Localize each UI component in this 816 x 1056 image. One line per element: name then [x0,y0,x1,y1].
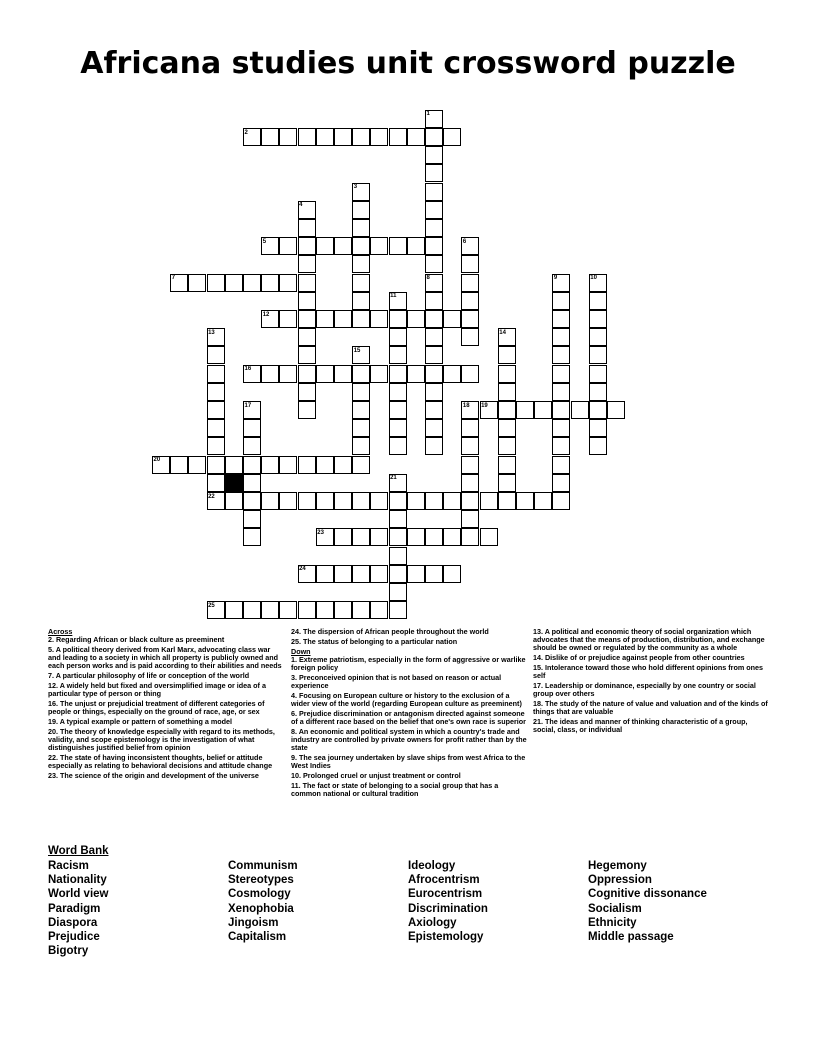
grid-cell[interactable] [225,492,243,510]
clue-number: 9 [553,275,558,282]
grid-cell[interactable] [207,437,225,455]
grid-cell[interactable] [425,419,443,437]
word-bank-item: Capitalism [228,931,287,944]
grid-cell[interactable] [370,128,388,146]
grid-cell[interactable] [261,365,279,383]
grid-cell[interactable] [461,255,479,273]
grid-cell[interactable] [407,310,425,328]
grid-cell[interactable] [352,201,370,219]
grid-cell[interactable] [461,274,479,292]
grid-cell[interactable] [498,474,516,492]
grid-cell[interactable] [461,310,479,328]
grid-cell[interactable] [389,346,407,364]
grid-cell[interactable] [334,601,352,619]
clue-number: 8 [426,275,430,282]
grid-cell[interactable] [534,492,552,510]
grid-cell[interactable] [243,492,261,510]
word-bank-item: Paradigm [48,902,101,915]
grid-cell[interactable] [188,274,206,292]
grid-cell[interactable] [389,528,407,546]
clue-text: 12. A widely held but fixed and oversimplified image or idea of a particular type of person or thing [48,681,266,698]
grid-cell[interactable] [225,601,243,619]
grid-cell[interactable] [552,365,570,383]
clue-number: 19 [481,402,488,409]
grid-cell[interactable] [334,128,352,146]
clue-text: 7. A particular philosophy of life or conception of the world [48,671,250,680]
grid-cell[interactable] [552,328,570,346]
grid-cell[interactable] [279,128,297,146]
grid-cell[interactable] [225,456,243,474]
grid-cell[interactable] [298,292,316,310]
grid-cell[interactable] [298,492,316,510]
grid-cell[interactable] [516,401,534,419]
word-bank-item: Axiology [408,916,457,929]
grid-cell[interactable] [589,292,607,310]
grid-cell[interactable] [334,237,352,255]
clue-text: 19. A typical example or pattern of something a model [48,717,232,726]
clue-text: 24. The dispersion of African people throughout the world [291,627,489,636]
grid-cell[interactable] [389,383,407,401]
grid-cell[interactable] [443,310,461,328]
grid-cell[interactable] [298,365,316,383]
clue-number: 3 [353,184,358,191]
grid-cell[interactable] [498,365,516,383]
word-bank-item: Xenophobia [228,902,294,915]
grid-cell[interactable] [316,456,334,474]
clues-column-2 [291,628,527,800]
grid-cell[interactable] [407,128,425,146]
grid-cell[interactable] [298,383,316,401]
grid-cell[interactable] [480,492,498,510]
grid-cell[interactable] [443,565,461,583]
grid-cell[interactable] [425,310,443,328]
grid-cell[interactable] [370,601,388,619]
grid-cell[interactable] [352,383,370,401]
grid-cell[interactable] [607,401,625,419]
clue-text: 15. Intolerance toward those who hold different opinions from ones self [533,663,764,680]
grid-cell[interactable] [298,401,316,419]
across-clue-list-continued [291,628,527,646]
grid-cell[interactable] [352,237,370,255]
clue-number: 18 [462,402,470,409]
grid-cell[interactable] [316,565,334,583]
grid-cell[interactable] [298,346,316,364]
grid-cell[interactable] [370,565,388,583]
grid-cell[interactable] [279,492,297,510]
grid-cell[interactable] [425,565,443,583]
clues-column-1 [48,628,284,782]
grid-cell[interactable] [498,419,516,437]
grid-cell[interactable] [352,292,370,310]
grid-cell[interactable] [316,601,334,619]
grid-cell[interactable] [389,492,407,510]
grid-cell[interactable] [261,492,279,510]
grid-cell[interactable] [571,401,589,419]
grid-cell[interactable] [425,164,443,182]
grid-cell[interactable] [261,456,279,474]
grid-cell[interactable] [425,128,443,146]
clue-number: 21 [390,475,397,482]
grid-cell[interactable] [552,346,570,364]
grid-cell[interactable] [552,437,570,455]
grid-cell[interactable] [389,365,407,383]
grid-cell[interactable] [370,365,388,383]
clue-text: 22. The state of having inconsistent thoughts, belief or attitude especially as relating to behavioral decisions and attitude change [48,753,273,770]
grid-cell[interactable] [316,492,334,510]
grid-cell[interactable] [389,437,407,455]
grid-cell[interactable] [279,365,297,383]
grid-cell[interactable] [225,274,243,292]
grid-cell[interactable] [352,419,370,437]
grid-cell[interactable] [498,437,516,455]
grid-cell[interactable] [207,401,225,419]
grid-cell[interactable] [243,274,261,292]
clue-number: 13 [208,329,215,336]
clue-number: 15 [353,347,361,354]
grid-cell[interactable] [389,601,407,619]
grid-cell[interactable] [243,528,261,546]
clue-text: 17. Leadership or dominance, especially by one country or social group over others [533,681,756,698]
clue-number: 17 [244,402,252,409]
grid-cell[interactable] [389,419,407,437]
clue-text: 11. The fact or state of belonging to a social group that has a common national or cultural tradition [291,781,499,798]
grid-cell[interactable] [461,510,479,528]
grid-cell[interactable] [334,310,352,328]
grid-cell[interactable] [261,128,279,146]
grid-cell[interactable] [352,456,370,474]
clue-number: 4 [299,202,303,209]
grid-cell[interactable] [207,274,225,292]
grid-cell[interactable] [352,274,370,292]
word-bank-item: Diaspora [48,916,98,929]
grid-cell[interactable] [207,365,225,383]
grid-cell[interactable] [207,474,225,492]
grid-cell[interactable] [425,383,443,401]
grid-cell[interactable] [552,419,570,437]
grid-cell[interactable] [389,547,407,565]
across-clue-list [48,636,284,780]
word-bank-title: Word Bank [48,845,109,857]
grid-cell[interactable] [207,383,225,401]
clue-number: 14 [499,329,506,336]
page-title: Africana studies unit crossword puzzle [80,46,736,81]
clue-text: 14. Dislike of or prejudice against people from other countries [533,653,745,662]
clue-number: 16 [244,366,252,373]
grid-cell[interactable] [207,419,225,437]
word-bank-item: Stereotypes [228,874,294,887]
grid-cell[interactable] [352,128,370,146]
grid-cell[interactable] [425,346,443,364]
grid-cell[interactable] [461,292,479,310]
grid-cell[interactable] [352,219,370,237]
clue-text: 1. Extreme patriotism, especially in the form of aggressive or warlike foreign policy [291,655,526,672]
grid-cell[interactable] [298,255,316,273]
grid-cell[interactable] [425,492,443,510]
grid-cell[interactable] [243,456,261,474]
grid-cell[interactable] [498,492,516,510]
clue-text: 2. Regarding African or black culture as preeminent [48,635,225,644]
word-bank-item: Hegemony [588,860,647,872]
grid-cell[interactable] [389,310,407,328]
grid-cell[interactable] [352,601,370,619]
grid-cell[interactable] [552,474,570,492]
word-bank-item: Ideology [408,860,456,872]
grid-cell[interactable] [552,401,570,419]
grid-cell[interactable] [552,292,570,310]
grid-cell[interactable] [279,237,297,255]
grid-cell[interactable] [589,310,607,328]
clue-number: 1 [426,111,430,118]
word-bank-column [408,859,488,944]
grid-cell[interactable] [279,601,297,619]
grid-cell[interactable] [461,365,479,383]
grid-cell[interactable] [461,419,479,437]
grid-cell[interactable] [407,528,425,546]
clue-number: 10 [590,275,597,282]
grid-cell[interactable] [352,310,370,328]
grid-cell[interactable] [589,383,607,401]
grid-cell[interactable] [389,401,407,419]
clue-number: 11 [390,293,397,300]
grid-cell[interactable] [407,365,425,383]
grid-cell[interactable] [425,401,443,419]
word-bank-column [228,859,298,944]
grid-cell[interactable] [516,492,534,510]
grid-cell[interactable] [552,456,570,474]
grid-cell[interactable] [589,346,607,364]
clue-text: 16. The unjust or prejudicial treatment of different categories of people or things, especially on the ground of race, age, or sex [48,699,265,716]
grid-cell[interactable] [498,383,516,401]
clue-text: 20. The theory of knowledge especially with regard to its methods, validity, and scope epistemology is the investigation of what distinguishes justified belief from opinion [48,727,275,752]
clue-text: 23. The science of the origin and development of the universe [48,771,259,780]
grid-cell[interactable] [552,492,570,510]
grid-cell[interactable] [534,401,552,419]
grid-cell[interactable] [425,237,443,255]
grid-cell[interactable] [352,565,370,583]
clue-number: 7 [171,275,176,282]
grid-cell[interactable] [443,365,461,383]
grid-cell[interactable] [207,346,225,364]
word-bank-item: Communism [228,860,298,872]
grid-cell[interactable] [552,310,570,328]
grid-cell[interactable] [389,510,407,528]
grid-cell[interactable] [352,437,370,455]
word-bank-item: Afrocentrism [408,874,480,887]
grid-cell[interactable] [352,492,370,510]
grid-cell[interactable] [298,328,316,346]
grid-cell[interactable] [370,492,388,510]
grid-cell[interactable] [352,365,370,383]
grid-cell[interactable] [370,310,388,328]
grid-cell[interactable] [552,383,570,401]
down-clue-list [291,656,527,798]
grid-cell[interactable] [425,219,443,237]
clue-text: 13. A political and economic theory of social organization which advocates that the means of production, distribution, and exchange should be owned or regulated by the community as a whole [533,627,765,652]
grid-cell[interactable] [389,565,407,583]
grid-cell[interactable] [407,492,425,510]
grid-cell[interactable] [407,237,425,255]
down-clue-list-continued [533,628,769,734]
clue-number: 6 [462,238,467,245]
grid-cell[interactable] [443,492,461,510]
clue-number: 5 [262,238,267,245]
word-bank-item: Cognitive dissonance [588,888,707,901]
grid-cell[interactable] [298,274,316,292]
grid-cell[interactable] [461,328,479,346]
across-heading: Across [48,627,73,636]
clue-text: 10. Prolonged cruel or unjust treatment or control [291,771,461,780]
clue-text: 9. The sea journey undertaken by slave ships from west Africa to the West Indies [291,753,526,770]
clue-number: 23 [317,529,324,536]
grid-cell[interactable] [425,255,443,273]
grid-cell[interactable] [279,310,297,328]
grid-cell[interactable] [461,474,479,492]
grid-cell[interactable] [298,601,316,619]
grid-cell[interactable] [589,437,607,455]
grid-cell[interactable] [298,310,316,328]
word-bank-item: Prejudice [48,931,100,944]
clue-text: 6. Prejudice discrimination or antagonism directed against someone of a different race based on the belief that one's own race is superior [291,709,526,726]
grid-cell[interactable] [334,528,352,546]
grid-cell[interactable] [279,456,297,474]
grid-cell[interactable] [316,237,334,255]
grid-cell[interactable] [243,601,261,619]
grid-cell[interactable] [480,528,498,546]
grid-cell[interactable] [298,128,316,146]
word-bank-item: Eurocentrism [408,888,483,901]
grid-cell[interactable] [261,601,279,619]
word-bank-item: Middle passage [588,931,674,944]
grid-cell[interactable] [170,456,188,474]
grid-cell[interactable] [425,292,443,310]
clue-number: 20 [153,457,161,464]
grid-cell[interactable] [370,528,388,546]
grid-cell[interactable] [425,146,443,164]
clues-column-3 [533,628,769,736]
grid-cell[interactable] [407,565,425,583]
grid-cell[interactable] [498,401,516,419]
clue-text: 18. The study of the nature of value and valuation and of the kinds of things that are valuable [533,699,768,716]
grid-cell[interactable] [425,328,443,346]
grid-cell[interactable] [389,583,407,601]
word-bank-item: World view [48,888,109,901]
grid-cell[interactable] [352,401,370,419]
grid-cell[interactable] [389,128,407,146]
word-bank-column [48,859,109,958]
grid-cell[interactable] [298,456,316,474]
word-bank-item: Bigotry [48,945,89,958]
down-heading: Down [291,647,311,656]
grid-cell[interactable] [443,528,461,546]
grid-cell[interactable] [498,346,516,364]
black-cell [225,474,243,492]
word-bank-item: Cosmology [228,888,291,901]
word-bank-item: Discrimination [408,902,488,915]
grid-cell[interactable] [461,456,479,474]
word-bank-item: Epistemology [408,931,484,944]
clue-text: 4. Focusing on European culture or history to the exclusion of a wider view of the world (regarding European culture as preeminent) [291,691,522,708]
grid-cell[interactable] [425,437,443,455]
grid-cell[interactable] [334,565,352,583]
grid-cell[interactable] [425,201,443,219]
word-bank-item: Ethnicity [588,916,637,929]
grid-cell[interactable] [243,437,261,455]
clue-number: 24 [299,566,306,573]
clue-number: 12 [262,311,270,318]
grid-cell[interactable] [279,274,297,292]
word-bank-item: Racism [48,860,89,872]
word-bank-column [588,859,707,944]
word-bank-item: Jingoism [228,916,279,929]
grid-cell[interactable] [461,492,479,510]
grid-cell[interactable] [589,419,607,437]
grid-cell[interactable] [334,365,352,383]
grid-cell[interactable] [316,128,334,146]
grid-cell[interactable] [589,401,607,419]
grid-cell[interactable] [389,237,407,255]
grid-cell[interactable] [207,456,225,474]
grid-cell[interactable] [243,510,261,528]
grid-cell[interactable] [461,528,479,546]
grid-cell[interactable] [243,474,261,492]
grid-cell[interactable] [188,456,206,474]
clue-text: 5. A political theory derived from Karl Marx, advocating class war and leading to a society in which all property is publicly owned and each person works and is paid according to their abilities and needs [48,645,282,670]
grid-cell[interactable] [298,237,316,255]
word-bank-item: Nationality [48,874,107,887]
grid-cell[interactable] [334,456,352,474]
grid-cell[interactable] [425,183,443,201]
grid-cell[interactable] [589,365,607,383]
grid-cell[interactable] [389,328,407,346]
clue-text: 21. The ideas and manner of thinking characteristic of a group, social, class, or individual [533,717,748,734]
grid-cell[interactable] [589,328,607,346]
clue-number: 2 [244,129,248,136]
grid-cell[interactable] [243,419,261,437]
grid-cell[interactable] [461,437,479,455]
word-bank-item: Oppression [588,874,652,887]
clue-number: 25 [208,602,215,609]
clue-text: 25. The status of belonging to a particular nation [291,637,458,646]
grid-cell[interactable] [261,274,279,292]
grid-cell[interactable] [425,365,443,383]
grid-cell[interactable] [425,528,443,546]
clue-text: 8. An economic and political system in which a country's trade and industry are controlled by private owners for profit rather than by the state [291,727,527,752]
grid-cell[interactable] [370,237,388,255]
clue-text: 3. Preconceived opinion that is not based on reason or actual experience [291,673,502,690]
word-bank-item: Socialism [588,902,642,915]
grid-cell[interactable] [316,310,334,328]
grid-cell[interactable] [352,255,370,273]
grid-cell[interactable] [498,456,516,474]
grid-cell[interactable] [352,528,370,546]
grid-cell[interactable] [316,365,334,383]
grid-cell[interactable] [334,492,352,510]
grid-cell[interactable] [443,128,461,146]
clue-number: 22 [208,493,215,500]
grid-cell[interactable] [298,219,316,237]
